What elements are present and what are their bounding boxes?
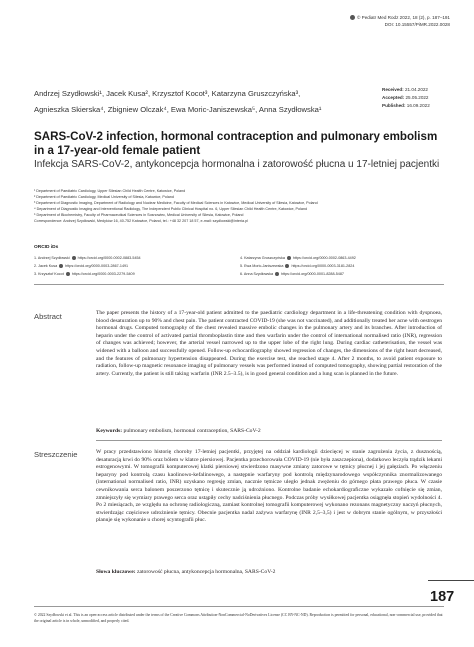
- orcid-column-left: [34, 254, 240, 279]
- license-footer: © 2022 Szydłowski et al. This is an open-access article distributed under the terms of the Creative Commons Attribution-NonCommercial-NoDerivatives License (CC BY-NC-ND). Reproduction is permitted for personal, educational, non-commercial use, provided that the original article is in whole, unmodified, and properly cited.: [34, 613, 443, 623]
- page-number-rule: [428, 580, 474, 581]
- affiliation: ¹ Department of Paediatric Cardiology, Upper Silesian Child Health Centre, Katowice, Poland: [34, 189, 186, 193]
- orcid-list: [34, 254, 454, 279]
- streszczenie-label: Streszczenie: [34, 450, 78, 459]
- date-published: Published: 16.09.2022: [382, 103, 430, 108]
- correspondence: Correspondence: Andrzej Szydłowski, Medyków 16, 40-752 Katowice, Poland, tel.: +48 32 207 18 57, e-mail: szydlowski@interia.pl: [34, 219, 248, 224]
- orcid-link[interactable]: https://orcid.org/0000-0002-0883-5454: [77, 256, 141, 260]
- author-list: [34, 86, 364, 118]
- date-accepted: Accepted: 25.05.2022: [382, 95, 429, 100]
- orcid-entry: 3. Krzysztof Kocot https://orcid.org/0000-0003-2279-5409: [34, 272, 135, 277]
- orcid-link[interactable]: https://orcid.org/0000-0003-3181-2824: [291, 264, 355, 269]
- divider: [96, 440, 442, 441]
- journal-header: [350, 14, 450, 28]
- orcid-entry: 5. Ewa Moric-Janiszewska https://orcid.org/0000-0003-3181-2824: [240, 264, 355, 269]
- orcid-entry: 1. Andrzej Szydłowski https://orcid.org/0000-0002-0883-5454: [34, 256, 141, 260]
- orcid-entry: 2. Jacek Kusa https://orcid.org/0000-0003-2867-1491: [34, 264, 129, 269]
- author-line: Agnieszka Skierska⁴, Zbigniew Olczak⁴, Ewa Moric-Janiszewska⁵, Anna Szydłowska¹: [34, 105, 322, 114]
- orcid-icon: [72, 256, 76, 260]
- orcid-icon: [59, 264, 63, 268]
- keywords-pl: Słowa kluczowe: zatorowość płucna, antykoncepcja hormonalna, SARS-CoV-2: [96, 569, 276, 575]
- doi: DOI: 10.15557/PiMR.2022.0028: [384, 22, 450, 27]
- orcid-column-right: [240, 254, 446, 279]
- orcid-entry: 4. Katarzyna Gruszczyńska https://orcid.org/0000-0002-0863-4492: [240, 256, 356, 260]
- orcid-link[interactable]: https://orcid.org/0000-0001-8288-5487: [281, 272, 344, 277]
- abstract-text: The paper presents the history of a 17-year-old patient admitted to the paediatric cardiology department in a life-threatening condition with dyspnoea, blood desaturation up to 90% and chest pain. The patient contracted COVID-19 (she was not vaccinated), and additionally treated her acne with oestrogen hormonal drugs. Computed tomography of the chest revealed massive embolic changes in the pulmonary artery and its branches. After introduction of heparin under the control of activated partial thromboplastin time and then warfarin under the control of international normalised ratio (INR), regression of changes was achieved; however, the arterial vessel narrowed up to the upper lobe of the right lung. During cardiac catheterisation, the vessel was widened with a balloon and successfully opened. Follow-up echocardiography showed regression of changes, the dimensions of the right heart decreased, and the features of pulmonary hypertension disappeared. During the exercise test, she reached stage 4. After 2 months, to avoid patient exposure to radiation, follow-up magnetic resonance imaging of pulmonary vessels was performed instead of computed tomography, showing partial restoration of the artery. Currently, the patient is still taking warfarin (INR 2.5–3.5), is in good general condition and a lung scan is planned in the future.: [96, 310, 442, 377]
- affiliation: ³ Department of Diagnostic Imaging, Department of Radiology and Nuclear Medicine, Faculty of Medical Sciences in Katowice, Medical University of Silesia, Katowice, Poland: [34, 201, 318, 206]
- affiliation: ⁴ Department of Diagnostic Imaging and Interventional Radiology, The Independent Public Clinical Hospital no. 6, Upper Silesian Child Health Centre, Katowice, Poland: [34, 207, 308, 212]
- orcid-link[interactable]: https://orcid.org/0000-0003-2867-1491: [65, 264, 129, 269]
- orcid-heading: ORCID iDs: [34, 245, 59, 250]
- keywords: Keywords: pulmonary embolism, hormonal contraception, SARS-CoV-2: [96, 428, 261, 434]
- orcid-icon: [287, 256, 291, 260]
- footer-divider: [34, 606, 444, 607]
- orcid-link[interactable]: https://orcid.org/0000-0003-2279-5409: [71, 272, 135, 277]
- streszczenie-text: W pracy przedstawiono historię choroby 17-letniej pacjentki, przyjętej na oddział kardiologii dziecięcej w stanie zagrożenia życia, z dusznością, desaturacją krwi do 90% oraz bólem w klatce piersiowej. Pacjentka przechorowała COVID-19 (nie była zaszczepiona), dodatkowo leczyła trądzik lekami estrogenowymi. W tomografii komputerowej klatki piersiowej stwierdzono masywne zmiany zatorowe w tętnicy płucnej i jej gałęziach. Po włączeniu heparyny pod kontrolą czasu kaolinowo-kefalinowego, a następnie warfaryny pod kontrolą międzynarodowego współczynnika znormalizowanego (international normalised ratio, INR) uzyskano regresję zmian, nacznie tętnicze uległo jednak zwężeniu do górnego płata prawego płuca. W czasie cewnikowania serca balonem poszerzono tętnicę i skutecznie ją udrożniono. Kontrolne badanie echokardiograficzne wykazało cofnięcie się zmian, zmniejszyły się wymiary prawego serca oraz ustąpiły cechy nadciśnienia płucnego. Podczas próby wysiłkowej pacjentka osiągnęła stopień wydolności 4. Po 2 miesiącach, ze względu na ochronę radiologiczną, zamiast kontrolnej tomografii komputerowej wykonano rezonans magnetyczny naczyń płucnych, stwierdzając częściowe udrożnienie tętnicy. Obecnie pacjentka nadal zażywa warfarynę (INR 2,5–3,5) i jest w dobrym stanie ogólnym, w przyszłości planuje się wykonanie u chorej scyntografii płuc.: [96, 449, 442, 524]
- page-number: 187: [430, 589, 455, 605]
- affiliation: ⁵ Department of Biochemistry, Faculty of Pharmaceutical Sciences in Sosnowiec, Medical University of Silesia, Katowice, Poland: [34, 213, 244, 218]
- publication-dates: [382, 86, 430, 110]
- orcid-entry: 6. Anna Szydłowska https://orcid.org/0000-0001-8288-5487: [240, 272, 344, 277]
- article-title-en: SARS-CoV-2 infection, hormonal contraception and pulmonary embolism in a 17-year-old female patient: [34, 130, 438, 157]
- open-access-icon: [350, 15, 355, 20]
- article-title-pl: Infekcja SARS-CoV-2, antykoncepcja hormonalna i zatorowość płucna u 17-letniej pacjentki: [34, 159, 440, 170]
- orcid-icon: [285, 264, 289, 268]
- date-received: Received: 21.04.2022: [382, 87, 428, 92]
- orcid-link[interactable]: https://orcid.org/0000-0002-0863-4492: [292, 256, 356, 260]
- divider: [34, 284, 444, 285]
- author-line: Andrzej Szydłowski¹, Jacek Kusa², Krzysztof Kocot³, Katarzyna Gruszczyńska³,: [34, 89, 301, 98]
- affiliation: ² Department of Paediatric Cardiology, Medical University of Silesia, Katowice, Poland: [34, 195, 174, 200]
- abstract-label: Abstract: [34, 312, 62, 321]
- orcid-icon: [66, 272, 70, 276]
- orcid-icon: [275, 272, 279, 276]
- affiliations: [34, 188, 444, 225]
- journal-citation: © Pediatr Med Rodz 2022, 18 (2), p. 187–191: [350, 14, 450, 21]
